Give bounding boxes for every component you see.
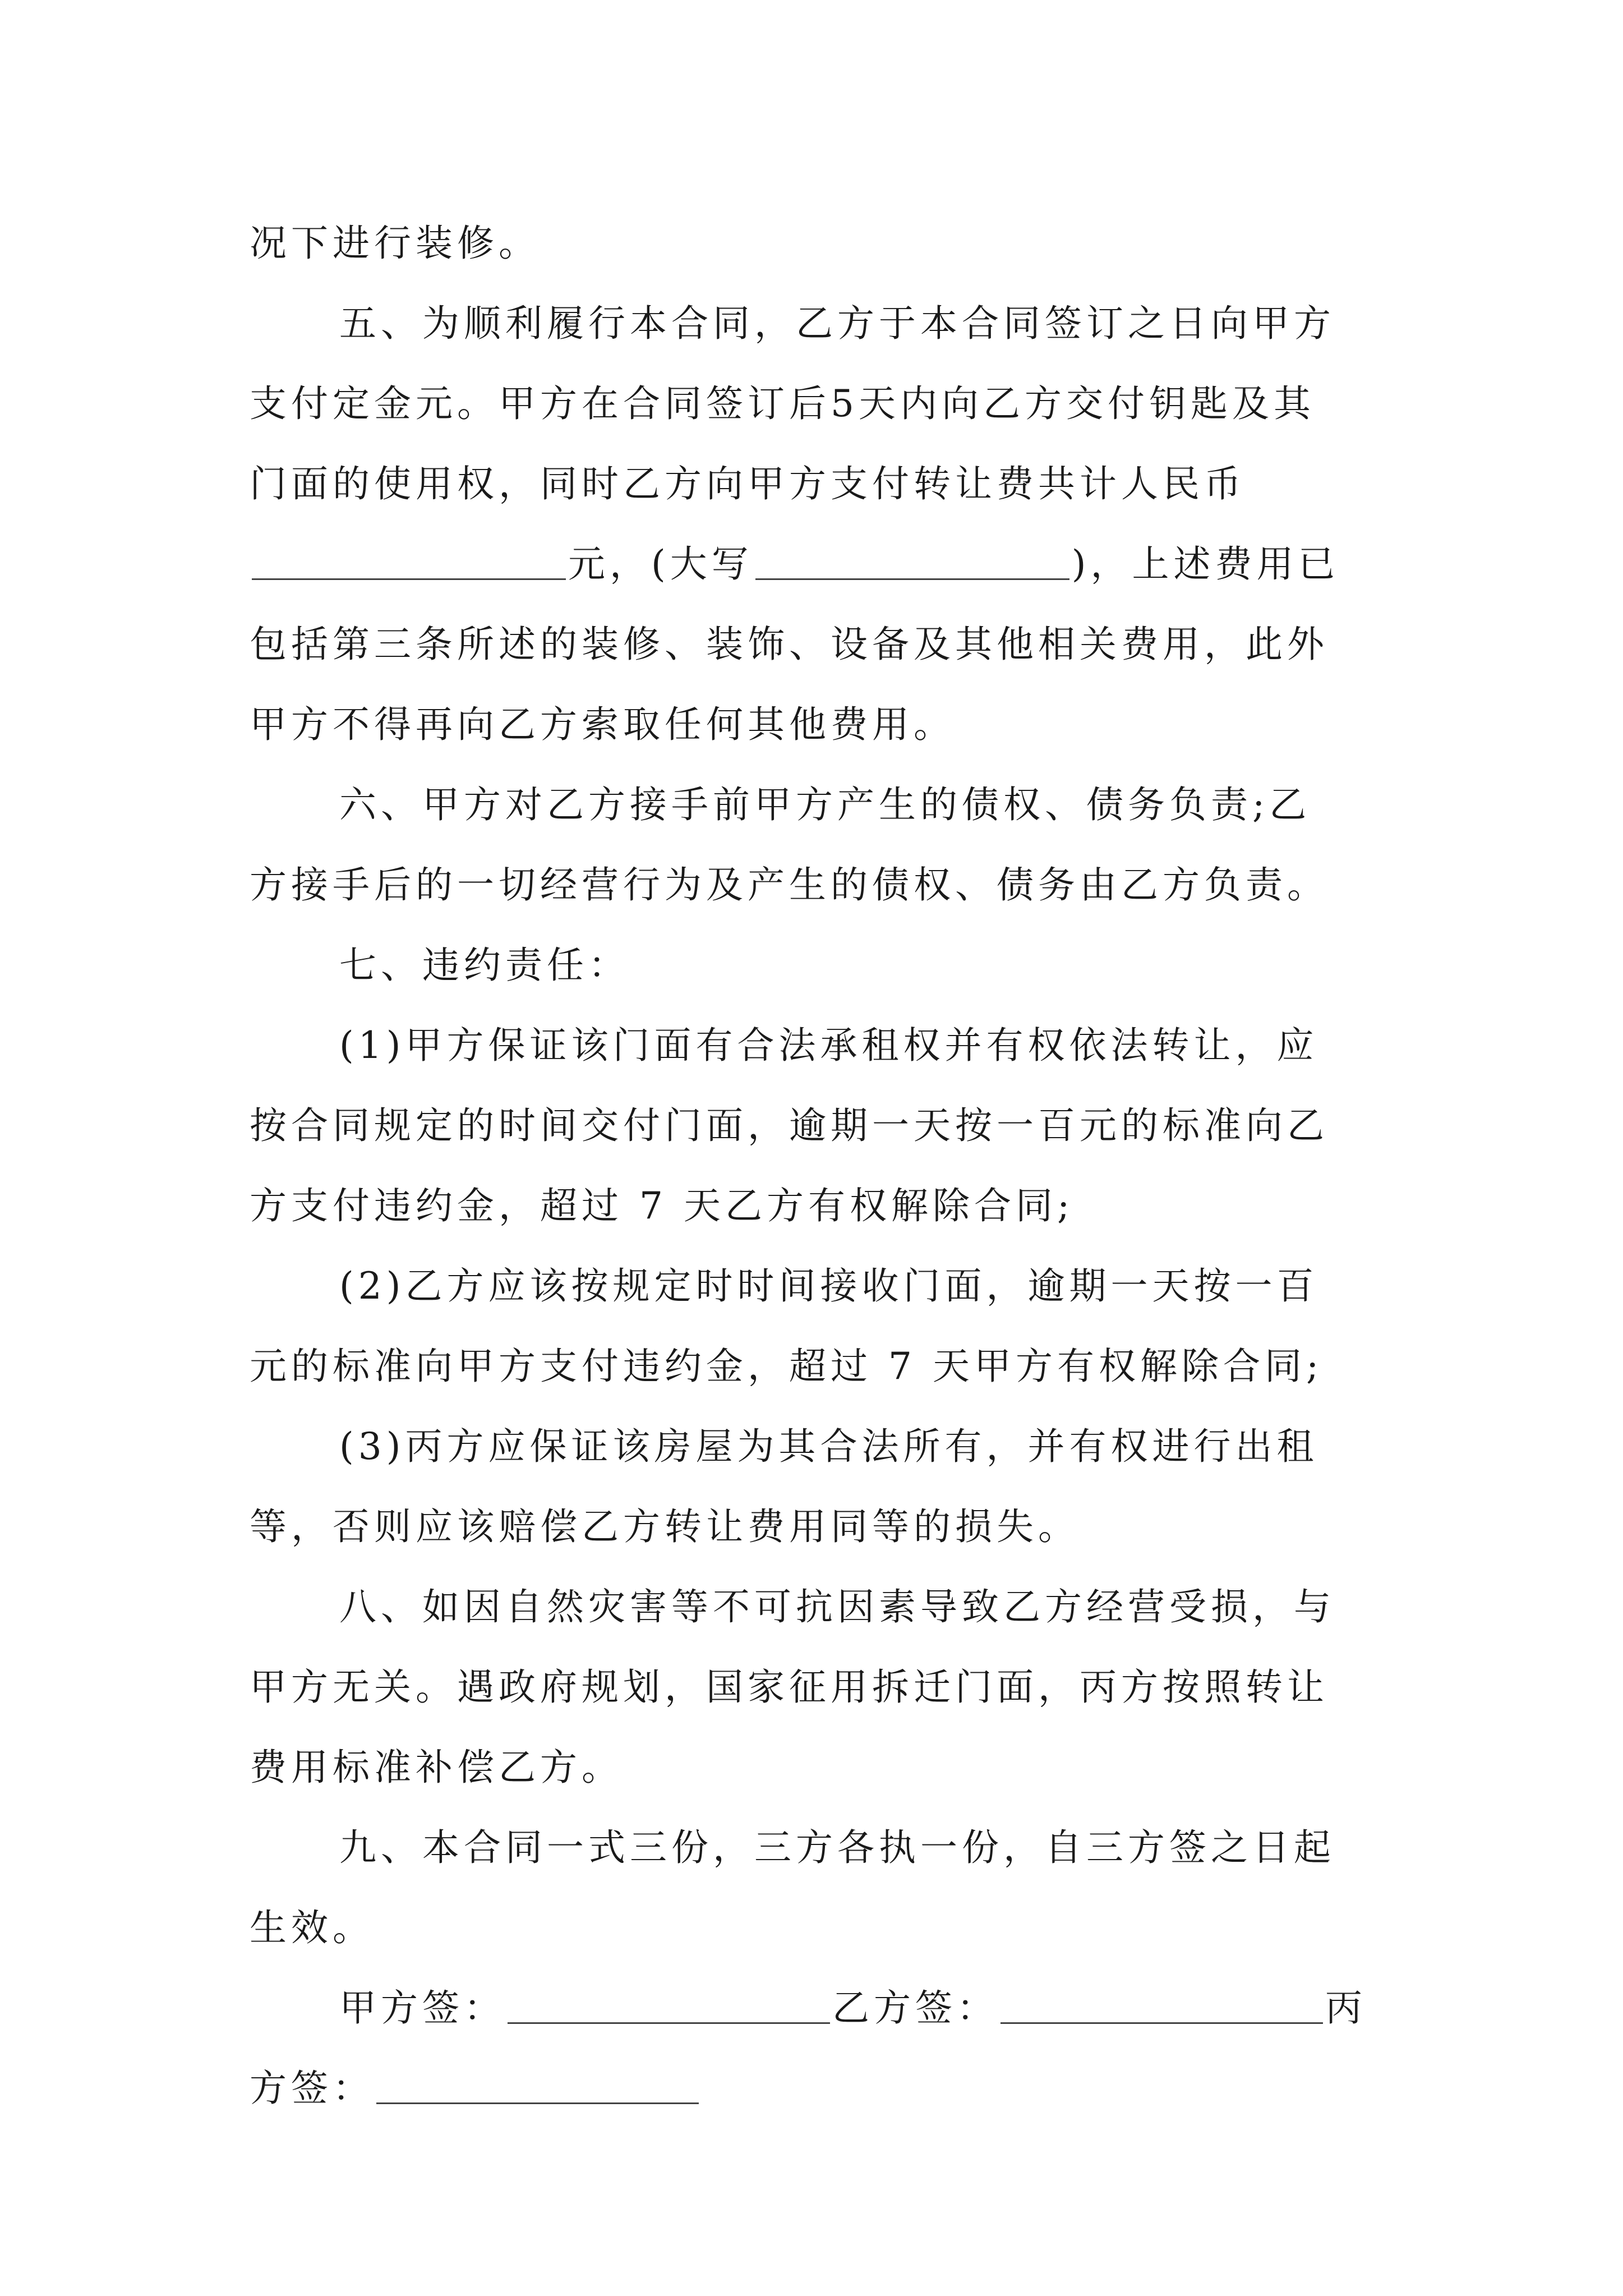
text-line: 方支付违约金，超过 7 天乙方有权解除合同; [250, 1184, 1075, 1227]
text-line: 元的标准向甲方支付违约金，超过 7 天甲方有权解除合同; [250, 1345, 1324, 1388]
text-line: (1)甲方保证该门面有合法承租权并有权依法转让，应 [339, 1024, 1318, 1067]
text-line: 门面的使用权，同时乙方向甲方支付转让费共计人民币 [250, 462, 1246, 505]
party-a-signature-label: 甲方签： [339, 1986, 505, 2030]
text-line: 按合同规定的时间交付门面，逾期一天按一百元的标准向乙 [250, 1104, 1329, 1147]
text-line: 支付定金元。甲方在合同签订后5天内向乙方交付钥匙及其 [250, 382, 1315, 425]
text-line: (3)丙方应保证该房屋为其合法所有，并有权进行出租 [339, 1425, 1318, 1468]
text-line: (2)乙方应该按规定时时间接收门面，逾期一天按一百 [339, 1264, 1318, 1308]
party-a-signature-field[interactable] [508, 1985, 830, 2024]
amount-blank [252, 541, 566, 580]
text-line: 五、为顺利履行本合同，乙方于本合同签订之日向甲方 [339, 302, 1335, 345]
party-b-signature-field[interactable] [1000, 1985, 1323, 2024]
party-c-signature-label-part2: 方签： [250, 2067, 374, 2110]
party-c-signature-label-part1: 丙 [1325, 1986, 1367, 2030]
clause7-heading: 七、违约责任： [339, 944, 630, 987]
text-line: 八、如因自然灾害等不可抗因素导致乙方经营受损，与 [339, 1585, 1335, 1628]
text-line: 生效。 [250, 1906, 374, 1949]
party-c-signature-field[interactable] [376, 2065, 699, 2104]
party-b-signature-label: 乙方签： [832, 1986, 998, 2030]
text-line: 费用标准补偿乙方。 [250, 1746, 623, 1789]
clause6-paragraph [250, 765, 1388, 925]
clause7-paragraph [250, 925, 1388, 1567]
text-fragment: 元，(大写 [568, 542, 753, 586]
signature-line [250, 2048, 1388, 2128]
text-line: 九、本合同一式三份，三方各执一份，自三方签之日起 [339, 1826, 1335, 1869]
clause5-paragraph [250, 283, 1388, 765]
text-line: 六、甲方对乙方接手前甲方产生的债权、债务负责;乙 [339, 783, 1311, 826]
clause9-paragraph [250, 1807, 1388, 1968]
signature-block [250, 1968, 1388, 2128]
text-fragment: )，上述费用已 [1071, 542, 1340, 586]
text-line: 况下进行装修。 [250, 222, 540, 265]
clause4-continuation [250, 203, 1388, 283]
clause8-paragraph [250, 1567, 1388, 1807]
text-line: 等，否则应该赔偿乙方转让费用同等的损失。 [250, 1505, 1080, 1548]
signature-line [250, 1968, 1388, 2048]
text-line: 甲方不得再向乙方索取任何其他费用。 [250, 703, 955, 746]
text-line: 包括第三条所述的装修、装饰、设备及其他相关费用，此外 [250, 623, 1329, 666]
text-line [250, 524, 1388, 604]
text-line: 方接手后的一切经营行为及产生的债权、债务由乙方负责。 [250, 863, 1329, 907]
text-line: 甲方无关。遇政府规划，国家征用拆迁门面，丙方按照转让 [250, 1665, 1329, 1709]
amount-words-blank [755, 541, 1069, 580]
